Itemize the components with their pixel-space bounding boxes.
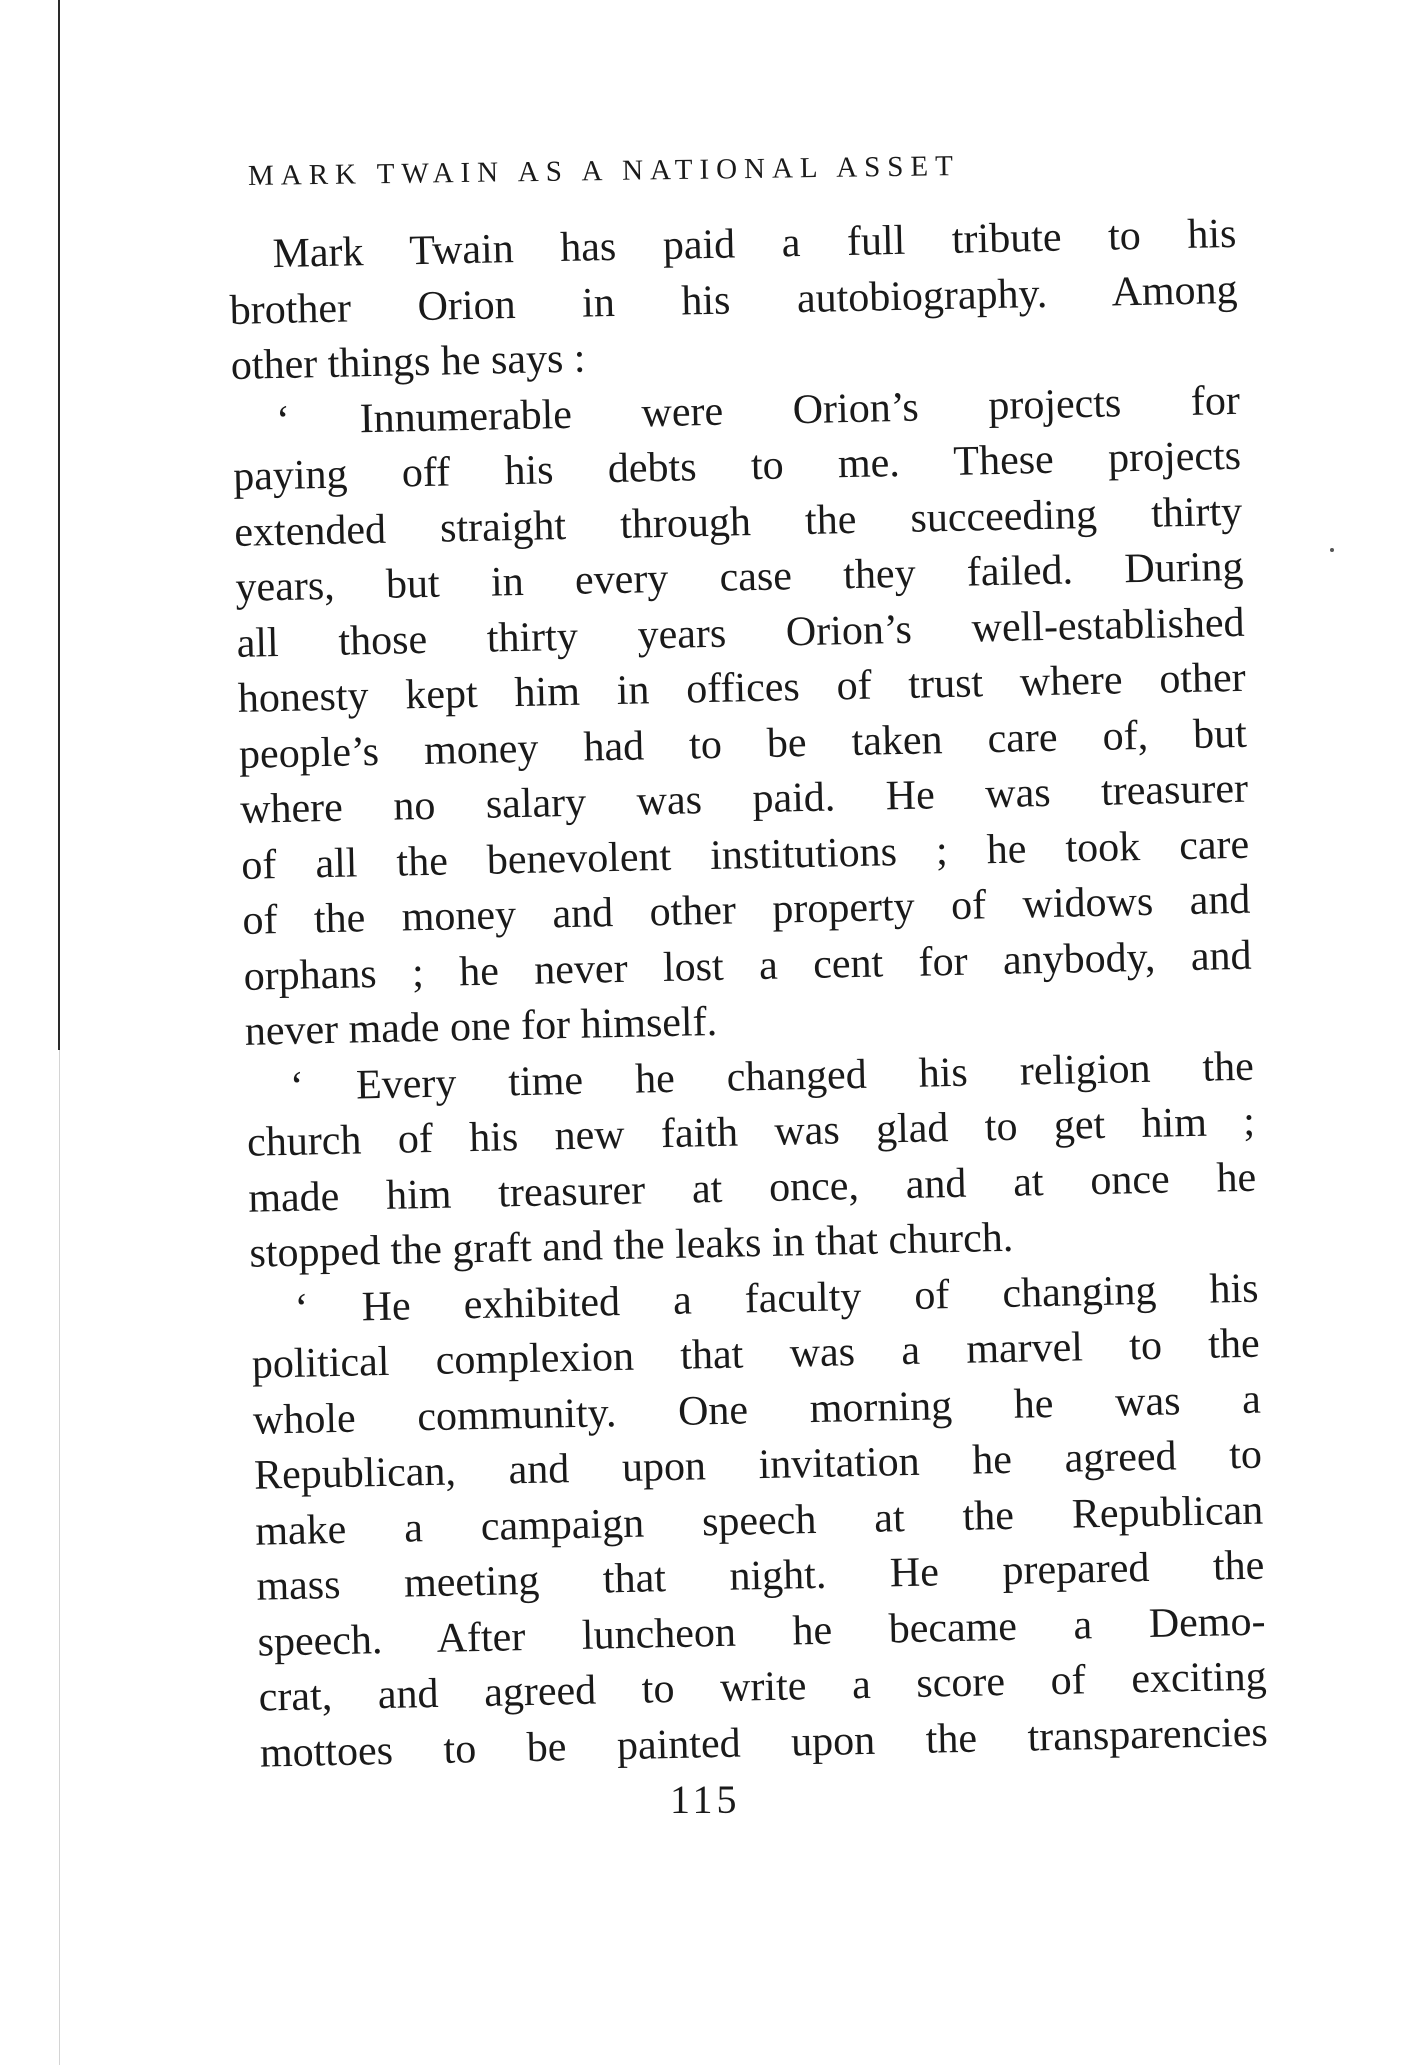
text-line: Republican, and upon invitation he agreed to (253, 1431, 1263, 1499)
text-line: orphans ; he never lost a cent for anybody, and (243, 932, 1252, 1000)
text-line: ‘ Every time he changed his religion the (289, 1043, 1255, 1110)
text-line: paying off his debts to me. These projects (232, 432, 1242, 500)
text-line: people’s money had to be taken care of, but (238, 710, 1248, 778)
text-line: made him treasurer at once, and at once he (247, 1154, 1257, 1222)
text-line: mass meeting that night. He prepared the (255, 1542, 1265, 1610)
text-line: mottoes to be painted upon the transparencies (259, 1709, 1269, 1777)
text-line: stopped the graft and the leaks in that church. (249, 1214, 1014, 1277)
text-line: political complexion that was a marvel to the (251, 1320, 1261, 1388)
text-line: speech. After luncheon he became a Demo- (257, 1598, 1266, 1666)
page-number: 115 (670, 1777, 741, 1822)
gutter-line (58, 0, 60, 1050)
body-text (228, 207, 1268, 1782)
text-line: make a campaign speech at the Republican (254, 1487, 1264, 1555)
text-line: whole community. One morning he was a (252, 1376, 1262, 1444)
text-line: never made one for himself. (244, 998, 718, 1055)
text-line: crat, and agreed to write a score of exciting (258, 1653, 1268, 1721)
text-line: years, but in every case they failed. During (235, 543, 1244, 611)
text-line: ‘ He exhibited a faculty of changing his (294, 1265, 1259, 1332)
text-line: church of his new faith was glad to get him ; (246, 1098, 1256, 1166)
text-line: of all the benevolent institutions ; he took care (240, 821, 1250, 889)
gutter-shadow (59, 1050, 60, 2065)
text-line: other things he says : (230, 335, 586, 389)
text-line: all those thirty years Orion’s well-established (236, 599, 1245, 667)
text-line: of the money and other property of widows and (242, 876, 1251, 944)
text-line: extended straight through the succeeding thirty (233, 488, 1243, 556)
text-line: ‘ Innumerable were Orion’s projects for (275, 377, 1241, 444)
text-line: brother Orion in his autobiography. Among (229, 266, 1238, 334)
text-line: Mark Twain has paid a full tribute to his (272, 210, 1237, 278)
text-line: honesty kept him in offices of trust where other (237, 654, 1247, 722)
running-head: MARK TWAIN AS A NATIONAL ASSET (247, 150, 961, 192)
text-line: where no salary was paid. He was treasurer (239, 765, 1249, 833)
scan-speck (1330, 548, 1334, 552)
